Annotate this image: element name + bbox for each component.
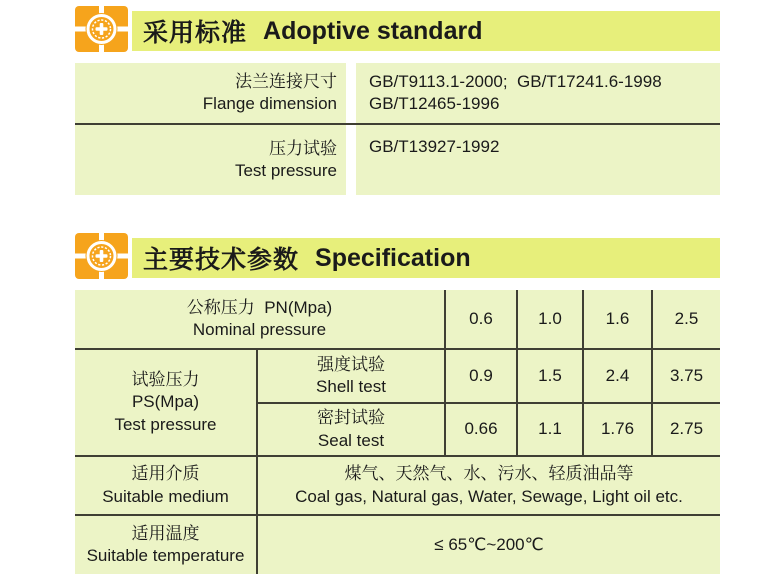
test-pressure-group-label [75, 349, 257, 456]
row-suitable-medium [75, 456, 720, 515]
seal-test-value: 1.1 [517, 403, 583, 456]
seal-test-label [257, 403, 445, 456]
section-header-specification [75, 233, 720, 279]
nominal-value: 1.0 [517, 290, 583, 349]
value-en: Coal gas, Natural gas, Water, Sewage, Light oil etc. [295, 486, 683, 506]
label-en: Nominal pressure [192, 320, 327, 339]
section-title-zh: 主要技术参数 [143, 246, 300, 274]
nominal-value: 0.6 [445, 290, 517, 349]
shell-test-value: 1.5 [517, 349, 583, 403]
test-pressure-value [356, 125, 720, 195]
nominal-value: 2.5 [652, 290, 720, 349]
label-en: Suitable medium [102, 486, 229, 506]
adoptive-standard-table [75, 63, 720, 195]
suitable-temperature-label [75, 515, 257, 574]
brand-target-icon [75, 233, 128, 279]
label-en: Test pressure [114, 414, 217, 434]
shell-test-value: 3.75 [652, 349, 720, 403]
section-header-adoptive-standard [75, 6, 720, 52]
label-en: Seal test [317, 430, 385, 450]
flange-dimension-label [75, 63, 346, 123]
seal-test-value: 2.75 [652, 403, 720, 456]
label-zh: 公称压力 PN(Mpa) [186, 297, 333, 317]
nominal-pressure-label [75, 290, 445, 349]
label-code: PS(Mpa) [131, 392, 200, 412]
label-zh: 适用介质 [131, 464, 200, 484]
test-pressure-label [75, 125, 346, 195]
section-title-zh: 采用标准 [143, 19, 248, 47]
standard-code-line: GB/T13927-1992 [369, 137, 500, 156]
label-zh: 法兰连接尺寸 [235, 71, 337, 91]
label-zh: 试验压力 [131, 370, 200, 390]
value-zh: 煤气、天然气、水、污水、轻质油品等 [344, 464, 634, 484]
table-row-test-pressure [75, 125, 720, 195]
shell-test-value: 0.9 [445, 349, 517, 403]
specification-table [75, 290, 720, 574]
brand-target-icon [75, 6, 128, 52]
standard-code-line: GB/T12465-1996 [369, 94, 500, 113]
label-en: Flange dimension [202, 94, 337, 113]
suitable-medium-label [75, 456, 257, 515]
label-en: Shell test [316, 377, 386, 396]
section-title-bar [132, 238, 720, 278]
suitable-medium-value [257, 456, 720, 515]
section-title-en: Specification [315, 243, 471, 272]
label-en: Suitable temperature [86, 546, 245, 565]
shell-test-value: 2.4 [583, 349, 652, 403]
label-en: Test pressure [234, 161, 337, 180]
label-zh: 强度试验 [317, 354, 385, 374]
label-zh: 适用温度 [131, 523, 200, 543]
standard-code-line: GB/T9113.1-2000; GB/T17241.6-1998 [369, 71, 662, 91]
label-zh: 密封试验 [317, 408, 385, 428]
seal-test-value: 0.66 [445, 403, 517, 456]
section-title-en: Adoptive standard [263, 16, 483, 45]
suitable-temperature-value: ≤ 65℃~200℃ [257, 515, 720, 574]
shell-test-label [257, 349, 445, 403]
seal-test-value: 1.76 [583, 403, 652, 456]
row-suitable-temperature [75, 515, 720, 574]
row-nominal-pressure [75, 290, 720, 349]
section-title-bar [132, 11, 720, 51]
label-zh: 压力试验 [269, 138, 337, 158]
table-row-flange-dimension [75, 63, 720, 125]
row-shell-test [75, 349, 720, 403]
flange-dimension-value [356, 63, 720, 123]
nominal-value: 1.6 [583, 290, 652, 349]
